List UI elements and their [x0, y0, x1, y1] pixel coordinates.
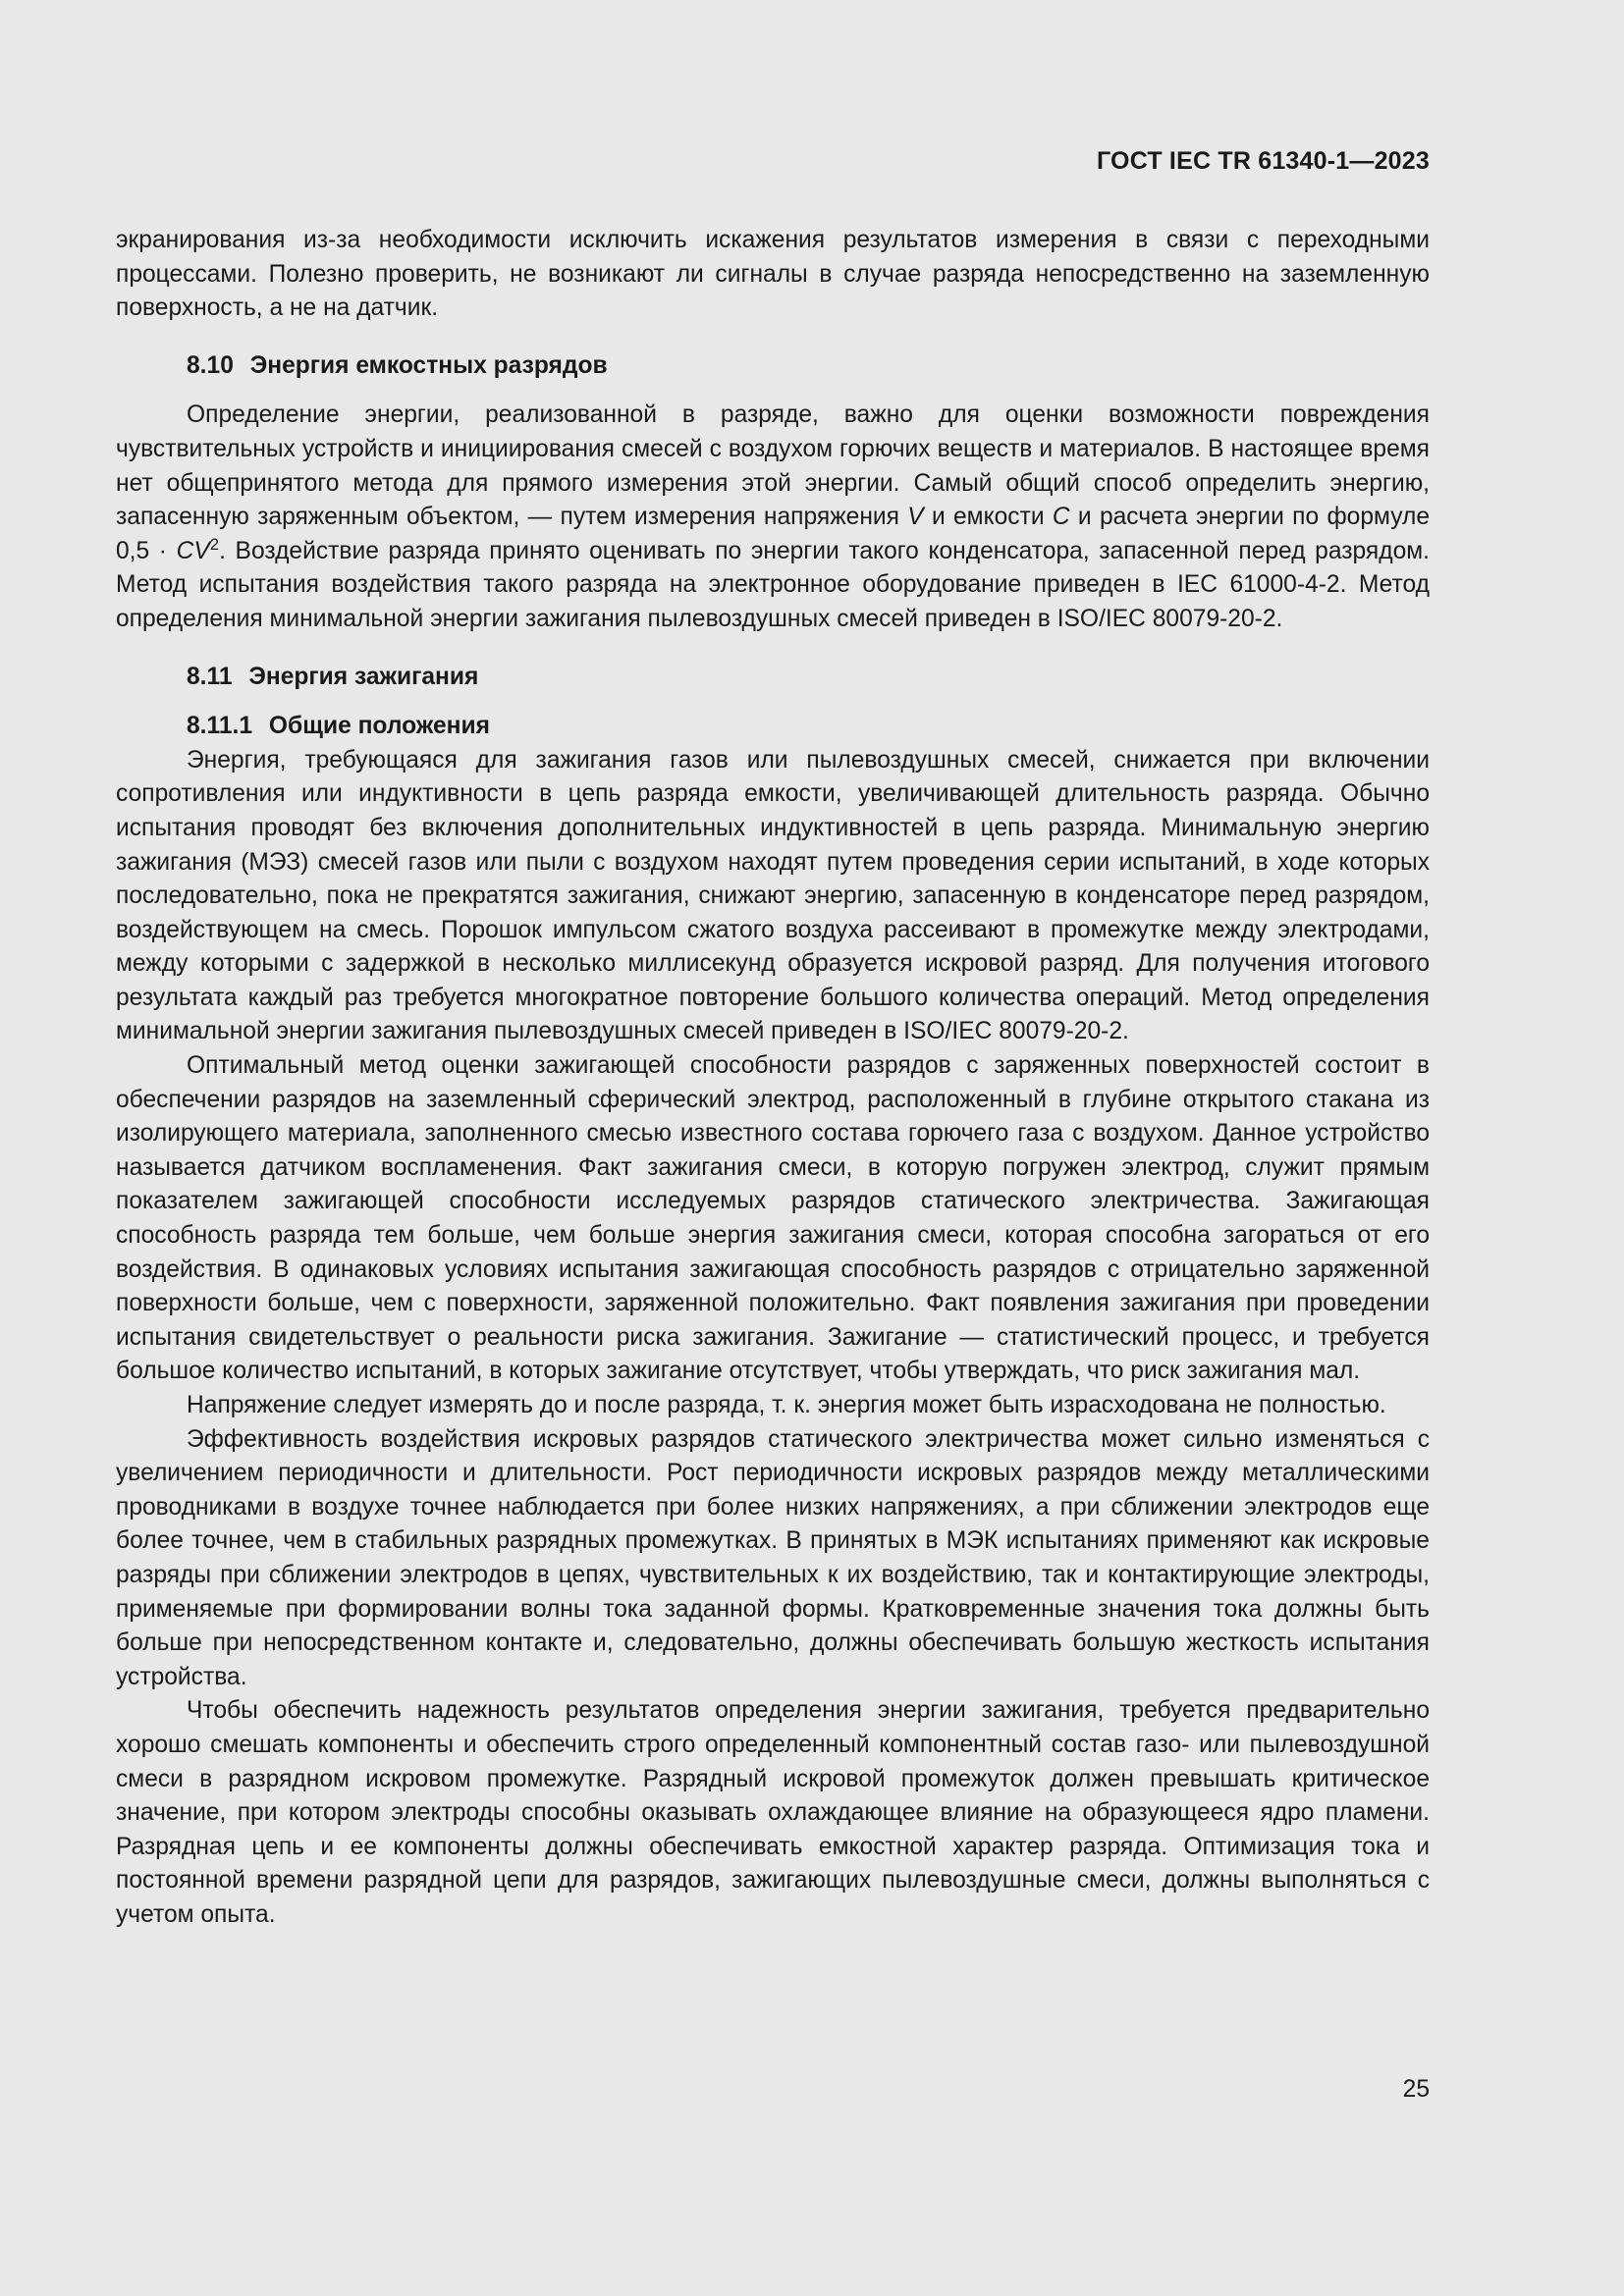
- document-body: [116, 224, 1430, 1933]
- section-number: 8.11.1: [187, 713, 253, 740]
- section-title: Энергия зажигания: [248, 663, 479, 690]
- formula-exponent: 2: [209, 534, 220, 554]
- section-heading-8-11: [116, 661, 1430, 695]
- section-title: Общие положения: [268, 713, 490, 740]
- intro-paragraph: экранирования из-за необходимости исключить искажения результатов измерения в связи с переходными процессами. Полезно проверить, не возникают ли сигналы в случае разряда непосредственно на заземленную поверхность, а не на датчик.: [116, 227, 1430, 322]
- page-number: 25: [1402, 2076, 1430, 2103]
- text-run: и емкости: [923, 504, 1053, 531]
- section-heading-8-10: [116, 349, 1430, 384]
- paragraph: Напряжение следует измерять до и после разряда, т. к. энергия может быть израсходована не полностью.: [187, 1392, 1386, 1418]
- paragraph: Эффективность воздействия искровых разрядов статического электричества может сильно изменяться с увеличением периодичности и длительности. Рост периодичности искровых разрядов между металлическими проводниками в воздухе точнее наблюдается при более низких напряжениях, а при сближении электродов еще более точнее, чем в стабильных разрядных промежутках. В принятых в МЭК испытаниях применяют как искровые разряды при сближении электродов в цепях, чувствительных к их воздействию, так и контактирующие электроды, применяемые при формировании волны тока заданной формы. Кратковременные значения тока должны быть больше при непосредственном контакте и, следовательно, должны обеспечивать большую жесткость испытания устройства.: [116, 1425, 1430, 1690]
- paragraph-8-10: [116, 399, 1430, 636]
- document-header-code: ГОСТ IEC TR 61340-1—2023: [1097, 147, 1430, 175]
- paragraph: Энергия, требующаяся для зажигания газов или пылевоздушных смесей, снижается при включении сопротивления или индуктивности в цепь разряда емкости, увеличивающей длительность разряда. Обычно испытания проводят без включения дополнительных индуктивностей в цепь разряда. Минимальную энергию зажигания (МЭЗ) смесей газов или пыли с воздухом находят путем проведения серии испытаний, в ходе которых последовательно, пока не прекратятся зажигания, снижают энергию, запасенную в конденсаторе перед разрядом, воздействующем на смесь. Порошок импульсом сжатого воздуха рассеивают в промежутке между электродами, между которыми с задержкой в несколько миллисекунд образуется искровой разряд. Для получения итогового результата каждый раз требуется многократное повторение большого количества операций. Метод определения минимальной энергии зажигания пылевоздушных смесей приведен в ISO/IEC 80079-20-2.: [116, 746, 1430, 1045]
- text-run: Определение энергии, реализованной в разряде, важно для оценки возможности повреждения чувствительных устройств и инициирования смесей с воздухом горючих веществ и материалов. В настоящее время нет общепринятого метода для прямого измерения этой энергии. Самый общий способ определить энергию, запасенную заряженным объектом, — путем измерения напряжения: [116, 401, 1430, 531]
- text-run: и расчета энергии по формуле 0,5 ·: [116, 504, 1431, 564]
- variable-c: C: [1052, 504, 1070, 531]
- section-heading-8-11-1: [116, 710, 1430, 744]
- paragraph: Чтобы обеспечить надежность результатов определения энергии зажигания, требуется предварительно хорошо смешать компоненты и обеспечить строго определенный компонентный состав газо- или пылевоздушной смеси в разрядном искровом промежутке. Разрядный искровой промежуток должен превышать критическое значение, при котором электроды способны оказывать охлаждающее влияние на образующееся ядро пламени. Разрядная цепь и ее компоненты должны обеспечивать емкостной характер разряда. Оптимизация тока и постоянной времени разрядной цепи для разрядов, зажигающих пылевоздушные смеси, должны выполняться с учетом опыта.: [116, 1697, 1430, 1928]
- formula-cv: CV: [176, 537, 210, 564]
- section-number: 8.11: [187, 663, 233, 690]
- section-title: Энергия емкостных разрядов: [249, 351, 608, 379]
- variable-v: V: [907, 504, 924, 531]
- section-number: 8.10: [187, 351, 234, 379]
- paragraph: Оптимальный метод оценки зажигающей способности разрядов с заряженных поверхностей состоит в обеспечении разрядов на заземленный сферический электрод, расположенный в глубине открытого стакана из изолирующего материала, заполненного смесью известного состава горючего газа с воздухом. Данное устройство называется датчиком воспламенения. Факт зажигания смеси, в которую погружен электрод, служит прямым показателем зажигающей способности исследуемых разрядов статического электричества. Зажигающая способность разряда тем больше, чем больше энергия зажигания смеси, которая способна загораться от его воздействия. В одинаковых условиях испытания зажигающая способность разрядов с отрицательно заряженной поверхности больше, чем с поверхности, заряженной положительно. Факт появления зажигания при проведении испытания свидетельствует о реальности риска зажигания. Зажигание — статистический процесс, и требуется большое количество испытаний, в которых зажигание отсутствует, чтобы утверждать, что риск зажигания мал.: [116, 1052, 1430, 1385]
- text-run: . Воздействие разряда принято оценивать по энергии такого конденсатора, запасенной перед разрядом. Метод испытания воздействия такого разряда на электронное оборудование приведен в IEC 61000-4-2. Метод определения минимальной энергии зажигания пылевоздушных смесей приведен в ISO/IEC 80079-20-2.: [116, 537, 1431, 632]
